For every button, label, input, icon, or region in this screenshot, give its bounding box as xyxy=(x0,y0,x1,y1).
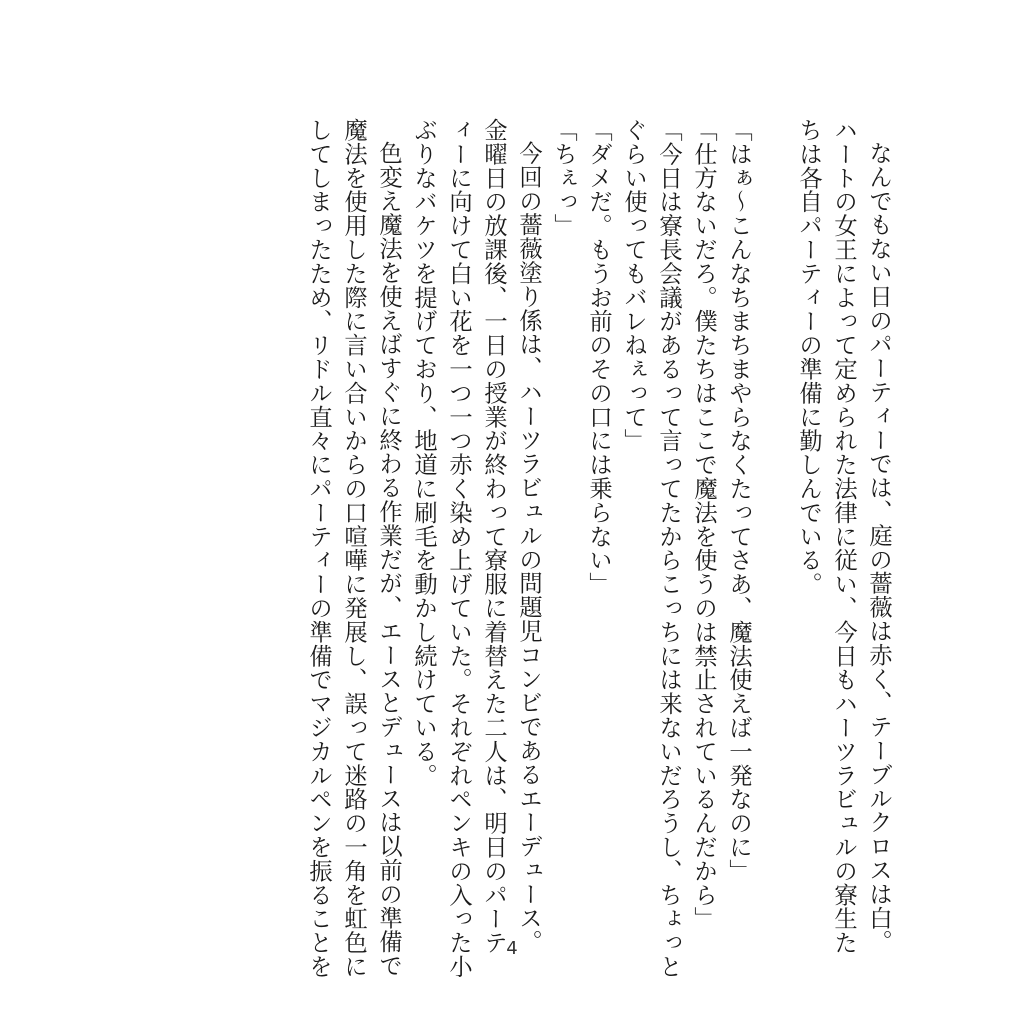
dialogue-line: 「ダメだ。もうお前のその口には乗らない」 xyxy=(585,118,612,596)
vertical-text-body xyxy=(301,118,896,979)
dialogue-line: 「ちぇっ」 xyxy=(550,118,577,238)
dialogue-line: 「今日は寮長会議があるって言ってたからこっちには来ないだろうし、ちょっと xyxy=(655,118,682,979)
text-line: ィーに向けて白い花を一つ一つ赤く染め上げていた。それぞれペンキの入った小 xyxy=(445,118,472,979)
text-line: ハートの女王によって定められた法律に従い、今日もハーツラビュルの寮生た xyxy=(830,118,857,955)
text-line: 今回の薔薇塗り係は、ハーツラビュルの問題児コンビであるエーデュース。 xyxy=(515,141,542,954)
text-line: ちは各自パーティーの準備に勤しんでいる。 xyxy=(795,118,822,596)
dialogue-line: ぐらい使ってもバレねぇって」 xyxy=(620,118,647,453)
dialogue-line: 「はぁ～こんなちまちまやらなくたってさあ、魔法使えば一発なのに」 xyxy=(725,118,752,883)
page-number: 4 xyxy=(506,938,518,959)
text-line: してしまったため、リドル直々にパーティーの準備でマジカルペンを振ることを xyxy=(305,118,332,979)
text-line: 金曜日の放課後、一日の授業が終わって寮服に着替えた二人は、明日のパーテ xyxy=(480,118,507,955)
paragraph-gap xyxy=(756,118,791,908)
text-line: 色変え魔法を使えばすぐに終わる作業だが、エースとデュースは以前の準備で xyxy=(375,141,402,978)
dialogue-line: 「仕方ないだろ。僕たちはここで魔法を使うのは禁止されているんだから」 xyxy=(690,118,717,931)
text-line: なんでもない日のパーティーでは、庭の薔薇は赤く、テーブルクロスは白。 xyxy=(865,141,892,954)
text-line: ぶりなバケツを提げており、地道に刷毛を動かし続けている。 xyxy=(410,118,437,788)
text-line: 魔法を使用した際に言い合いからの口喧嘩に発展し、誤って迷路の一角を虹色に xyxy=(340,118,367,979)
